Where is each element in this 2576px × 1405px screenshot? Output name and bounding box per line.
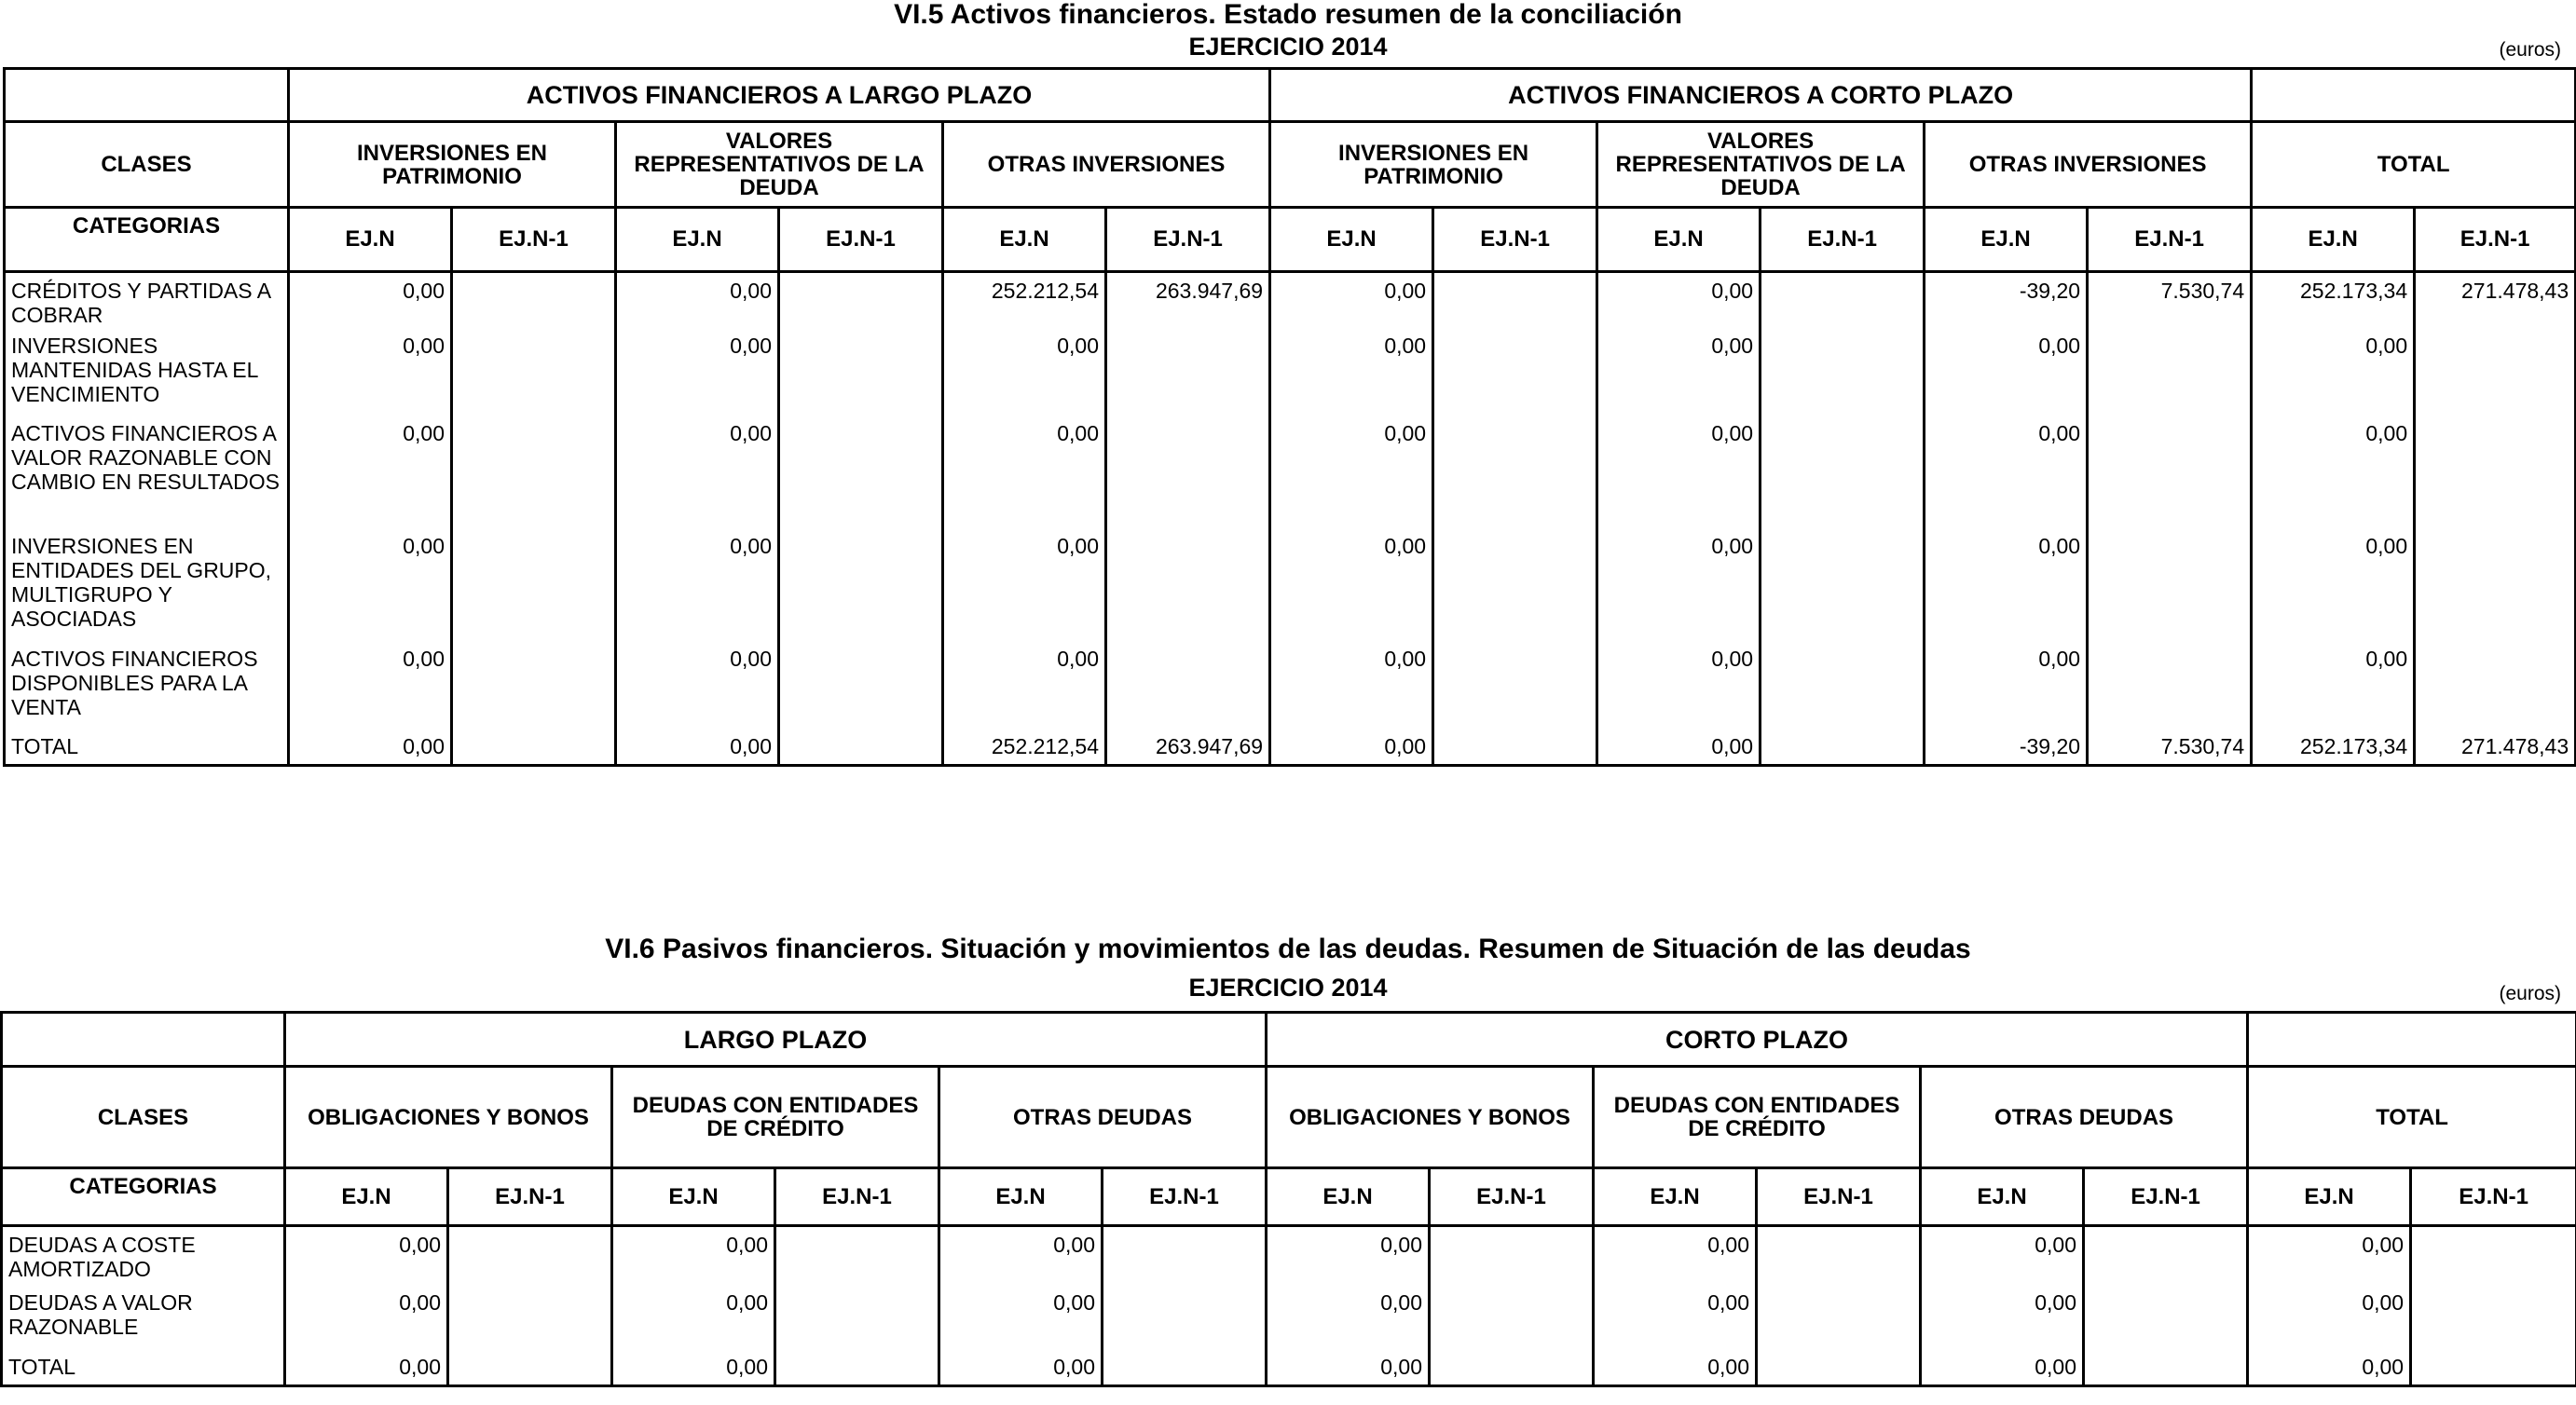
value-cell: 263.947,69 bbox=[1106, 272, 1270, 334]
clases-label: CLASES bbox=[5, 122, 289, 208]
value-cell: 0,00 bbox=[1925, 334, 2088, 421]
column-header: OTRAS DEUDAS bbox=[939, 1067, 1267, 1168]
subcolumn-header: EJ.N bbox=[1267, 1168, 1430, 1226]
value-cell bbox=[1106, 421, 1270, 534]
value-cell: 0,00 bbox=[1270, 334, 1433, 421]
value-cell: 0,00 bbox=[2248, 1290, 2411, 1355]
value-cell bbox=[2415, 647, 2576, 734]
value-cell bbox=[1103, 1290, 1267, 1355]
subcolumn-header: EJ.N bbox=[2248, 1168, 2411, 1226]
subcolumn-header: EJ.N-1 bbox=[775, 1168, 939, 1226]
group-header: ACTIVOS FINANCIEROS A CORTO PLAZO bbox=[1270, 69, 2252, 122]
value-cell: 0,00 bbox=[943, 534, 1106, 647]
value-cell: 0,00 bbox=[1270, 734, 1433, 766]
value-cell bbox=[452, 272, 616, 334]
row-label: DEUDAS A VALOR RAZONABLE bbox=[2, 1290, 285, 1355]
value-cell: 0,00 bbox=[943, 334, 1106, 421]
categorias-label: CATEGORIAS bbox=[2, 1168, 285, 1226]
value-cell: 0,00 bbox=[1270, 421, 1433, 534]
value-cell: 0,00 bbox=[612, 1290, 775, 1355]
table-row bbox=[2, 1355, 2576, 1386]
column-header: INVERSIONES EN PATRIMONIO bbox=[289, 122, 616, 208]
value-cell: 0,00 bbox=[289, 421, 452, 534]
subcolumn-header: EJ.N bbox=[612, 1168, 775, 1226]
value-cell bbox=[1433, 334, 1597, 421]
group-header: ACTIVOS FINANCIEROS A LARGO PLAZO bbox=[289, 69, 1270, 122]
table-row bbox=[5, 647, 2576, 734]
value-cell: 252.212,54 bbox=[943, 272, 1106, 334]
row-label: INVERSIONES EN ENTIDADES DEL GRUPO, MULTIGRUPO Y ASOCIADAS bbox=[5, 534, 289, 647]
value-cell: 0,00 bbox=[1925, 534, 2088, 647]
subheader-row bbox=[5, 208, 2576, 272]
table-row bbox=[5, 421, 2576, 534]
total-group-cell bbox=[2252, 69, 2576, 122]
subcolumn-header: EJ.N-1 bbox=[1433, 208, 1597, 272]
subcolumn-header: EJ.N-1 bbox=[1430, 1168, 1594, 1226]
column-header: VALORES REPRESENTATIVOS DE LA DEUDA bbox=[616, 122, 943, 208]
subcolumn-header: EJ.N bbox=[939, 1168, 1103, 1226]
row-label: ACTIVOS FINANCIEROS A VALOR RAZONABLE CON CAMBIO EN RESULTADOS bbox=[5, 421, 289, 534]
value-cell: 0,00 bbox=[1594, 1290, 1757, 1355]
subcolumn-header: EJ.N-1 bbox=[2415, 208, 2576, 272]
group-header-row bbox=[2, 1013, 2576, 1067]
value-cell bbox=[448, 1226, 612, 1290]
value-cell bbox=[2415, 534, 2576, 647]
value-cell: 0,00 bbox=[1270, 647, 1433, 734]
section2-unit: (euros) bbox=[2499, 983, 2561, 1004]
value-cell: 0,00 bbox=[2252, 534, 2415, 647]
subcolumn-header: EJ.N-1 bbox=[1761, 208, 1925, 272]
row-label: TOTAL bbox=[2, 1355, 285, 1386]
value-cell: 252.173,34 bbox=[2252, 272, 2415, 334]
value-cell: 0,00 bbox=[289, 272, 452, 334]
clases-label: CLASES bbox=[2, 1067, 285, 1168]
table-row bbox=[5, 334, 2576, 421]
value-cell bbox=[1433, 421, 1597, 534]
value-cell: 0,00 bbox=[289, 334, 452, 421]
subcolumn-header: EJ.N bbox=[1925, 208, 2088, 272]
value-cell bbox=[1430, 1355, 1594, 1386]
value-cell: 0,00 bbox=[2248, 1226, 2411, 1290]
subcolumn-header: EJ.N bbox=[1594, 1168, 1757, 1226]
value-cell bbox=[2088, 334, 2252, 421]
subcolumn-header: EJ.N-1 bbox=[1757, 1168, 1921, 1226]
table-row bbox=[5, 534, 2576, 647]
value-cell: -39,20 bbox=[1925, 734, 2088, 766]
row-label: CRÉDITOS Y PARTIDAS A COBRAR bbox=[5, 272, 289, 334]
table-row bbox=[2, 1290, 2576, 1355]
section1-subtitle: EJERCICIO 2014 bbox=[1188, 33, 1388, 61]
value-cell bbox=[2415, 334, 2576, 421]
value-cell bbox=[779, 734, 943, 766]
value-cell bbox=[2411, 1290, 2576, 1355]
subcolumn-header: EJ.N-1 bbox=[452, 208, 616, 272]
value-cell bbox=[452, 734, 616, 766]
subcolumn-header: EJ.N-1 bbox=[2411, 1168, 2576, 1226]
value-cell: 0,00 bbox=[616, 647, 779, 734]
value-cell: 0,00 bbox=[285, 1355, 448, 1386]
value-cell bbox=[1433, 534, 1597, 647]
value-cell: 0,00 bbox=[1597, 334, 1761, 421]
financial-assets-table bbox=[3, 67, 2576, 767]
column-header: OBLIGACIONES Y BONOS bbox=[1267, 1067, 1594, 1168]
value-cell bbox=[1761, 421, 1925, 534]
table-row bbox=[5, 734, 2576, 766]
table-row bbox=[2, 1226, 2576, 1290]
value-cell bbox=[452, 334, 616, 421]
column-header: OBLIGACIONES Y BONOS bbox=[285, 1067, 612, 1168]
subcolumn-header: EJ.N bbox=[2252, 208, 2415, 272]
value-cell: 0,00 bbox=[1597, 272, 1761, 334]
value-cell bbox=[1103, 1226, 1267, 1290]
value-cell: 0,00 bbox=[616, 534, 779, 647]
row-label: DEUDAS A COSTE AMORTIZADO bbox=[2, 1226, 285, 1290]
column-header: DEUDAS CON ENTIDADES DE CRÉDITO bbox=[1594, 1067, 1921, 1168]
value-cell: 0,00 bbox=[1270, 272, 1433, 334]
value-cell: 0,00 bbox=[1921, 1226, 2084, 1290]
value-cell: 0,00 bbox=[1925, 421, 2088, 534]
subcolumn-header: EJ.N-1 bbox=[448, 1168, 612, 1226]
column-header: OTRAS INVERSIONES bbox=[943, 122, 1270, 208]
section2-title: VI.6 Pasivos financieros. Situación y movimientos de las deudas. Resumen de Situación de las deudas bbox=[605, 934, 1971, 964]
value-cell: 0,00 bbox=[1594, 1226, 1757, 1290]
column-header: OTRAS DEUDAS bbox=[1921, 1067, 2248, 1168]
value-cell bbox=[448, 1355, 612, 1386]
value-cell: 0,00 bbox=[1597, 647, 1761, 734]
value-cell: 0,00 bbox=[285, 1226, 448, 1290]
row-label: TOTAL bbox=[5, 734, 289, 766]
value-cell bbox=[2084, 1290, 2248, 1355]
value-cell: 252.173,34 bbox=[2252, 734, 2415, 766]
value-cell: 0,00 bbox=[612, 1226, 775, 1290]
subcolumn-header: EJ.N bbox=[1597, 208, 1761, 272]
value-cell: 0,00 bbox=[616, 272, 779, 334]
subcolumn-header: EJ.N-1 bbox=[1103, 1168, 1267, 1226]
value-cell bbox=[1433, 647, 1597, 734]
value-cell: 0,00 bbox=[1597, 734, 1761, 766]
column-header: DEUDAS CON ENTIDADES DE CRÉDITO bbox=[612, 1067, 939, 1168]
value-cell bbox=[1761, 534, 1925, 647]
value-cell bbox=[448, 1290, 612, 1355]
column-header: VALORES REPRESENTATIVOS DE LA DEUDA bbox=[1597, 122, 1925, 208]
subcolumn-header: EJ.N-1 bbox=[2084, 1168, 2248, 1226]
group-header-row bbox=[5, 69, 2576, 122]
value-cell bbox=[1430, 1226, 1594, 1290]
value-cell bbox=[2411, 1355, 2576, 1386]
value-cell bbox=[1103, 1355, 1267, 1386]
column-header: INVERSIONES EN PATRIMONIO bbox=[1270, 122, 1597, 208]
value-cell bbox=[1757, 1226, 1921, 1290]
value-cell: 0,00 bbox=[1597, 534, 1761, 647]
value-cell bbox=[779, 534, 943, 647]
row-label: INVERSIONES MANTENIDAS HASTA EL VENCIMIENTO bbox=[5, 334, 289, 421]
value-cell: 0,00 bbox=[1267, 1290, 1430, 1355]
value-cell: 0,00 bbox=[2248, 1355, 2411, 1386]
subheader-row bbox=[2, 1168, 2576, 1226]
value-cell: 0,00 bbox=[939, 1355, 1103, 1386]
group-header: CORTO PLAZO bbox=[1267, 1013, 2248, 1067]
financial-liabilities-table bbox=[0, 1011, 2576, 1387]
value-cell: 0,00 bbox=[943, 647, 1106, 734]
subcolumn-header: EJ.N-1 bbox=[1106, 208, 1270, 272]
value-cell bbox=[1757, 1355, 1921, 1386]
value-cell bbox=[2088, 534, 2252, 647]
value-cell: 0,00 bbox=[2252, 421, 2415, 534]
value-cell bbox=[779, 272, 943, 334]
column-header-row bbox=[5, 122, 2576, 208]
value-cell: 0,00 bbox=[616, 421, 779, 534]
value-cell bbox=[775, 1226, 939, 1290]
value-cell bbox=[2415, 421, 2576, 534]
value-cell bbox=[2088, 647, 2252, 734]
value-cell bbox=[1433, 734, 1597, 766]
value-cell bbox=[1761, 272, 1925, 334]
value-cell bbox=[775, 1290, 939, 1355]
subcolumn-header: EJ.N bbox=[1921, 1168, 2084, 1226]
value-cell: 0,00 bbox=[289, 647, 452, 734]
value-cell bbox=[779, 334, 943, 421]
value-cell: 0,00 bbox=[1267, 1226, 1430, 1290]
subcolumn-header: EJ.N bbox=[1270, 208, 1433, 272]
value-cell: 252.212,54 bbox=[943, 734, 1106, 766]
value-cell bbox=[2088, 421, 2252, 534]
categorias-label: CATEGORIAS bbox=[5, 208, 289, 272]
section2-subtitle: EJERCICIO 2014 bbox=[1188, 974, 1388, 1002]
row-label: ACTIVOS FINANCIEROS DISPONIBLES PARA LA VENTA bbox=[5, 647, 289, 734]
value-cell bbox=[1106, 647, 1270, 734]
value-cell bbox=[779, 647, 943, 734]
value-cell bbox=[775, 1355, 939, 1386]
section1-unit: (euros) bbox=[2499, 39, 2561, 61]
value-cell: 0,00 bbox=[1270, 534, 1433, 647]
column-header: TOTAL bbox=[2252, 122, 2576, 208]
value-cell: 0,00 bbox=[289, 734, 452, 766]
value-cell bbox=[1757, 1290, 1921, 1355]
value-cell bbox=[1761, 334, 1925, 421]
group-header: LARGO PLAZO bbox=[285, 1013, 1267, 1067]
value-cell: 0,00 bbox=[616, 334, 779, 421]
value-cell bbox=[2411, 1226, 2576, 1290]
value-cell: 0,00 bbox=[1921, 1355, 2084, 1386]
value-cell: -39,20 bbox=[1925, 272, 2088, 334]
value-cell: 0,00 bbox=[939, 1290, 1103, 1355]
value-cell: 7.530,74 bbox=[2088, 272, 2252, 334]
column-header: OTRAS INVERSIONES bbox=[1925, 122, 2252, 208]
value-cell: 263.947,69 bbox=[1106, 734, 1270, 766]
value-cell: 0,00 bbox=[285, 1290, 448, 1355]
value-cell bbox=[1106, 534, 1270, 647]
value-cell bbox=[1433, 272, 1597, 334]
section1-title: VI.5 Activos financieros. Estado resumen de la conciliación bbox=[894, 0, 1682, 30]
value-cell: 0,00 bbox=[1267, 1355, 1430, 1386]
value-cell: 0,00 bbox=[1594, 1355, 1757, 1386]
value-cell bbox=[1761, 734, 1925, 766]
value-cell bbox=[1430, 1290, 1594, 1355]
subcolumn-header: EJ.N-1 bbox=[779, 208, 943, 272]
value-cell bbox=[452, 647, 616, 734]
table-row bbox=[5, 272, 2576, 334]
value-cell: 0,00 bbox=[1921, 1290, 2084, 1355]
subcolumn-header: EJ.N bbox=[943, 208, 1106, 272]
corner-cell bbox=[2, 1013, 285, 1067]
value-cell bbox=[452, 421, 616, 534]
subcolumn-header: EJ.N bbox=[285, 1168, 448, 1226]
value-cell: 0,00 bbox=[289, 534, 452, 647]
subcolumn-header: EJ.N bbox=[616, 208, 779, 272]
value-cell: 271.478,43 bbox=[2415, 272, 2576, 334]
value-cell: 0,00 bbox=[1925, 647, 2088, 734]
value-cell bbox=[1761, 647, 1925, 734]
value-cell bbox=[452, 534, 616, 647]
column-header-row bbox=[2, 1067, 2576, 1168]
total-group-cell bbox=[2248, 1013, 2576, 1067]
value-cell: 271.478,43 bbox=[2415, 734, 2576, 766]
value-cell bbox=[2084, 1355, 2248, 1386]
value-cell: 0,00 bbox=[616, 734, 779, 766]
value-cell: 0,00 bbox=[939, 1226, 1103, 1290]
subcolumn-header: EJ.N bbox=[289, 208, 452, 272]
value-cell: 0,00 bbox=[943, 421, 1106, 534]
subcolumn-header: EJ.N-1 bbox=[2088, 208, 2252, 272]
value-cell bbox=[1106, 334, 1270, 421]
value-cell: 0,00 bbox=[612, 1355, 775, 1386]
corner-cell bbox=[5, 69, 289, 122]
value-cell: 0,00 bbox=[2252, 647, 2415, 734]
value-cell bbox=[2084, 1226, 2248, 1290]
column-header: TOTAL bbox=[2248, 1067, 2576, 1168]
value-cell: 7.530,74 bbox=[2088, 734, 2252, 766]
value-cell: 0,00 bbox=[2252, 334, 2415, 421]
value-cell: 0,00 bbox=[1597, 421, 1761, 534]
value-cell bbox=[779, 421, 943, 534]
